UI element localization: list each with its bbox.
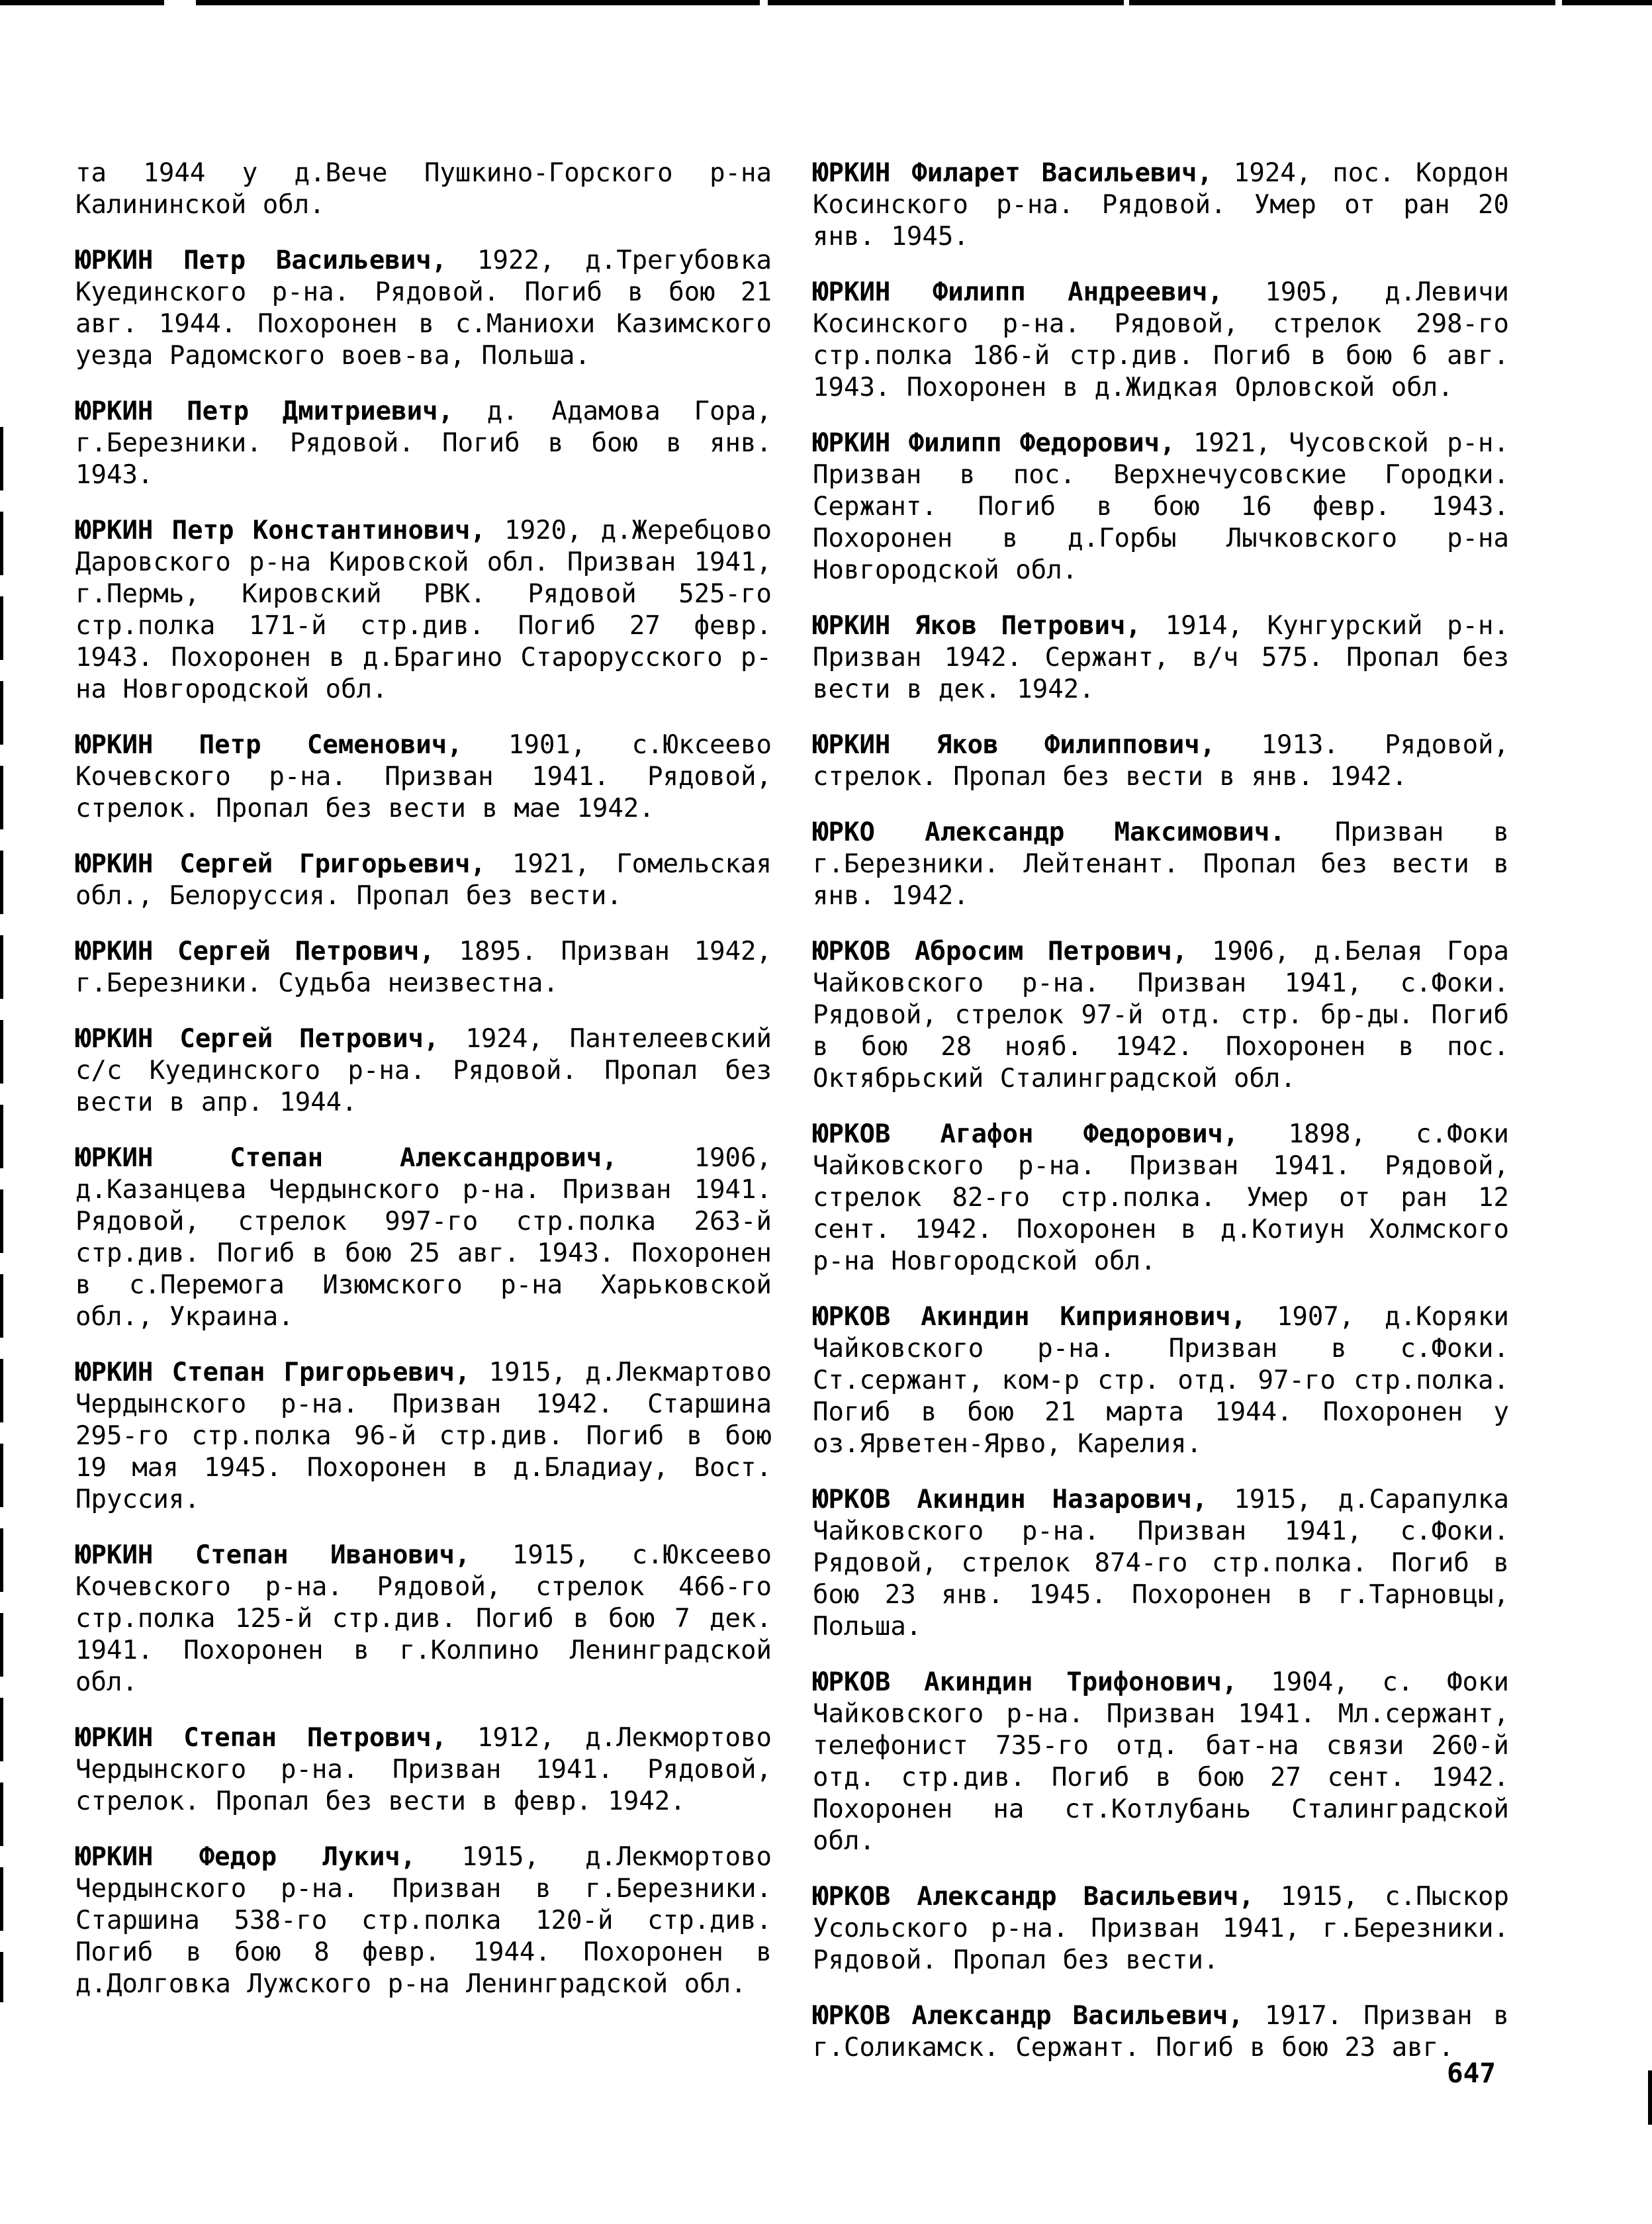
entry-name: ЮРКИН Филипп Андреевич,: [813, 277, 1223, 307]
entry-name: ЮРКИН Степан Петрович,: [75, 1723, 447, 1753]
entry-name: ЮРКОВ Акиндин Назарович,: [813, 1485, 1208, 1514]
memorial-entry: ЮРКОВ Акиндин Трифонович, 1904, с. Фоки Чайковского р-на. Призван 1941. Мл.сержант, телефонист 735-го отд. бат-на связи 260-й отд. стр.див. Погиб в бою 27 сент. 1942. Похоронен на ст.Котлубань Сталинградской обл.: [813, 1667, 1509, 1856]
memorial-entry: ЮРКИН Петр Васильевич, 1922, д.Трегубовка Куединского р-на. Рядовой. Погиб в бою 21 авг. 1944. Похоронен в с.Маниохи Казимского уезда Радомского воев-ва, Польша.: [75, 246, 772, 371]
memorial-entry: ЮРКИН Степан Григорьевич, 1915, д.Лекмартово Чердынского р-на. Призван 1942. Старшина 295-го стр.полка 96-й стр.див. Погиб в бою 19 мая 1945. Похоронен в д.Бладиау, Вост. Пруссия.: [75, 1358, 772, 1514]
entry-name: ЮРКОВ Акиндин Трифонович,: [813, 1667, 1238, 1697]
memorial-entry: ЮРКОВ Александр Васильевич, 1917. Призван в г.Соликамск. Сержант. Погиб в бою 23 авг.: [813, 2001, 1509, 2062]
entry-name: ЮРКИН Петр Константинович,: [75, 516, 486, 545]
entry-name: ЮРКИН Степан Григорьевич,: [75, 1358, 471, 1387]
entry-name: ЮРКИН Сергей Григорьевич,: [75, 849, 486, 879]
entry-name: ЮРКО Александр Максимович.: [813, 817, 1285, 847]
memorial-entry: ЮРКИН Петр Семенович, 1901, с.Юксеево Кочевского р-на. Призван 1941. Рядовой, стрелок. Пропал без вести в мае 1942.: [75, 730, 772, 823]
scan-artifact-top-edge: [0, 0, 1652, 5]
entry-name: ЮРКИН Филарет Васильевич,: [813, 158, 1213, 188]
memorial-entry: ЮРКИН Сергей Григорьевич, 1921, Гомельская обл., Белоруссия. Пропал без вести.: [75, 849, 772, 911]
memorial-entry: ЮРКИН Филарет Васильевич, 1924, пос. Кордон Косинского р-на. Рядовой. Умер от ран 20 янв. 1945.: [813, 158, 1510, 252]
memorial-entry: ЮРКИН Яков Филиппович, 1913. Рядовой, стрелок. Пропал без вести в янв. 1942.: [813, 730, 1510, 792]
memorial-entry: ЮРКИН Яков Петрович, 1914, Кунгурский р-н. Призван 1942. Сержант, в/ч 575. Пропал без вести в дек. 1942.: [813, 611, 1509, 704]
memorial-entry: ЮРКИН Филипп Федорович, 1921, Чусовской р-н. Призван в пос. Верхнечусовские Городки. Сержант. Погиб в бою 16 февр. 1943. Похоронен в д.Горбы Лычковского р-на Новгородской обл.: [813, 428, 1509, 585]
memorial-entry: ЮРКОВ Агафон Федорович, 1898, с.Фоки Чайковского р-на. Призван 1941. Рядовой, стрелок 82-го стр.полка. Умер от ран 12 сент. 1942. Похоронен в д.Котиун Холмского р-на Новгородской обл.: [813, 1119, 1509, 1276]
entry-name: ЮРКИН Петр Семенович,: [75, 730, 463, 760]
entry-name: ЮРКОВ Агафон Федорович,: [813, 1119, 1239, 1149]
entry-name: ЮРКИН Сергей Петрович,: [75, 1024, 439, 1054]
entry-name: ЮРКИН Степан Александрович,: [75, 1143, 618, 1173]
scan-artifact-right-edge: [1648, 2070, 1652, 2125]
entry-name: ЮРКИН Петр Васильевич,: [75, 246, 447, 275]
memorial-entry: ЮРКО Александр Максимович. Призван в г.Березники. Лейтенант. Пропал без вести в янв. 1942.: [813, 817, 1509, 911]
memorial-entry: та 1944 у д.Вече Пушкино-Горского р-на Калининской обл.: [75, 158, 772, 220]
memorial-entry: ЮРКИН Сергей Петрович, 1924, Пантелеевский с/с Куединского р-на. Рядовой. Пропал без вести в апр. 1944.: [75, 1024, 772, 1117]
memorial-entry: ЮРКОВ Александр Васильевич, 1915, с.Пыскор Усольского р-на. Призван 1941, г.Березники. Рядовой. Пропал без вести.: [813, 1882, 1509, 1975]
memorial-entry: ЮРКОВ Акиндин Назарович, 1915, д.Сарапулка Чайковского р-на. Призван 1941, с.Фоки. Рядовой, стрелок 874-го стр.полка. Погиб в бою 23 янв. 1945. Похоронен в г.Тарновцы, Польша.: [813, 1485, 1509, 1642]
scan-artifact-left-edge: [0, 427, 3, 2002]
memorial-entry: ЮРКИН Сергей Петрович, 1895. Призван 1942, г.Березники. Судьба неизвестна.: [75, 937, 772, 998]
memorial-entry: ЮРКИН Степан Иванович, 1915, с.Юксеево Кочевского р-на. Рядовой, стрелок 466-го стр.полка 125-й стр.див. Погиб в бою 7 дек. 1941. Похоронен в г.Колпино Ленинградской обл.: [75, 1540, 772, 1697]
memorial-entry: ЮРКИН Степан Александрович, 1906, д.Казанцева Чердынского р-на. Призван 1941. Рядовой, стрелок 997-го стр.полка 263-й стр.див. Погиб в бою 25 авг. 1943. Похоронен в с.Перемога Изюмского р-на Харьковской обл., Украина.: [75, 1143, 772, 1332]
entry-name: ЮРКИН Степан Иванович,: [75, 1540, 471, 1570]
column-right: [813, 158, 1509, 2088]
entry-name: ЮРКИН Филипп Федорович,: [813, 428, 1175, 458]
entry-name: ЮРКОВ Александр Васильевич,: [813, 1882, 1254, 1912]
entry-name: ЮРКИН Петр Дмитриевич,: [75, 396, 454, 426]
entry-name: ЮРКИН Яков Петрович,: [813, 611, 1141, 641]
memorial-entry: ЮРКИН Петр Константинович, 1920, д.Жеребцово Даровского р-на Кировской обл. Призван 1941, г.Пермь, Кировский РВК. Рядовой 525-го стр.полка 171-й стр.див. Погиб 27 февр. 1943. Похоронен в д.Брагино Старорусского р-на Новгородской обл.: [75, 516, 772, 704]
memorial-entry: ЮРКОВ Акиндин Киприянович, 1907, д.Коряки Чайковского р-на. Призван в с.Фоки. Ст.сержант, ком-р стр. отд. 97-го стр.полка. Погиб в бою 21 марта 1944. Похоронен у оз.Ярветен-Ярво, Карелия.: [813, 1302, 1509, 1459]
memorial-entry: ЮРКИН Филипп Андреевич, 1905, д.Левичи Косинского р-на. Рядовой, стрелок 298-го стр.полка 186-й стр.див. Погиб в бою 6 авг. 1943. Похоронен в д.Жидкая Орловской обл.: [813, 277, 1509, 402]
entry-name: ЮРКОВ Абросим Петрович,: [813, 937, 1188, 966]
memorial-entry: ЮРКИН Степан Петрович, 1912, д.Лекмортово Чердынского р-на. Призван 1941. Рядовой, стрелок. Пропал без вести в февр. 1942.: [75, 1723, 772, 1816]
column-left: [75, 158, 772, 2024]
entry-name: ЮРКИН Федор Лукич,: [75, 1842, 416, 1872]
page-number: 647: [1447, 2057, 1496, 2089]
entry-name: ЮРКОВ Александр Васильевич,: [813, 2001, 1244, 2031]
entry-name: ЮРКИН Яков Филиппович,: [813, 730, 1216, 760]
entry-name: ЮРКИН Сергей Петрович,: [75, 937, 435, 966]
memorial-entry: ЮРКИН Федор Лукич, 1915, д.Лекмортово Чердынского р-на. Призван в г.Березники. Старшина 538-го стр.полка 120-й стр.див. Погиб в бою 8 февр. 1944. Похоронен в д.Долговка Лужского р-на Ленинградской обл.: [75, 1842, 772, 1999]
memorial-entry: ЮРКИН Петр Дмитриевич, д. Адамова Гора, г.Березники. Рядовой. Погиб в бою в янв. 1943.: [75, 396, 772, 490]
memorial-entry: ЮРКОВ Абросим Петрович, 1906, д.Белая Гора Чайковского р-на. Призван 1941, с.Фоки. Рядовой, стрелок 97-й отд. стр. бр-ды. Погиб в бою 28 нояб. 1942. Похоронен в пос. Октябрьский Сталинградской обл.: [813, 937, 1509, 1093]
entry-name: ЮРКОВ Акиндин Киприянович,: [813, 1302, 1247, 1332]
